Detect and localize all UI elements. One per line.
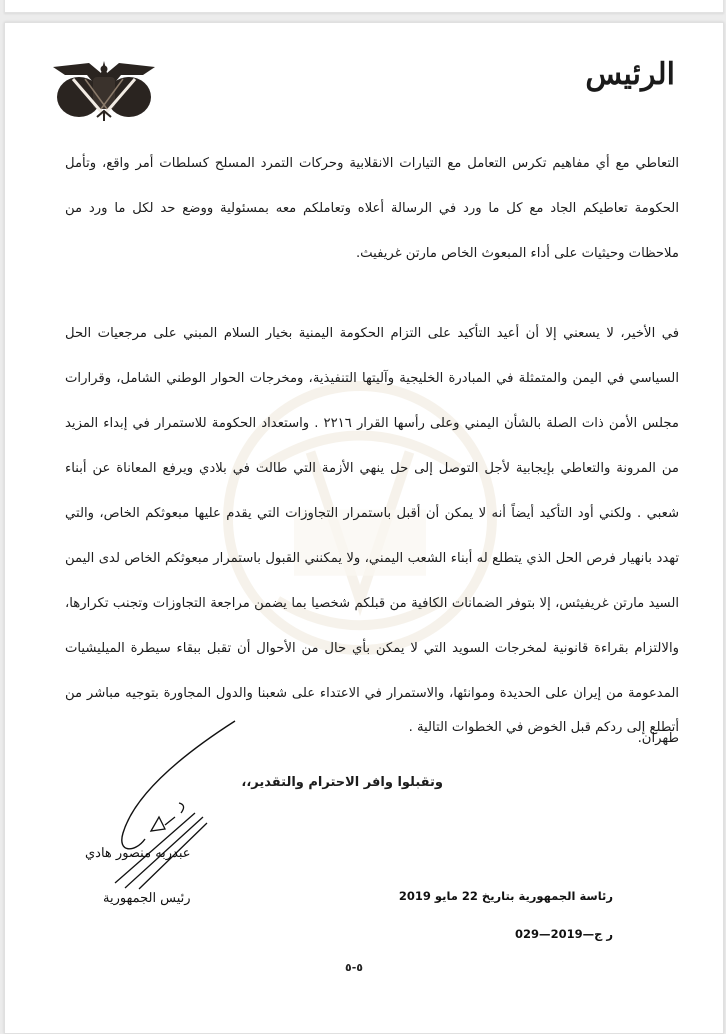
yemen-eagle-emblem-icon	[49, 57, 159, 123]
signer-title: رئيس الجمهورية	[103, 891, 191, 906]
signer-name: عبدربه منصور هادي	[85, 846, 191, 861]
letter-page	[4, 22, 724, 1034]
reference-date: رئاسة الجمهورية بتاريخ 22 مايو 2019	[398, 889, 613, 903]
regards-line: وتقبلوا وافر الاحترام والتقدير،،	[241, 775, 443, 790]
reference-number: 029—ر ج—2019	[515, 927, 613, 941]
president-letterhead-title: الرئيس	[585, 57, 675, 92]
page-number: ٥-٥	[345, 961, 364, 974]
closing-line: أتطلع إلى ردكم قبل الخوض في الخطوات التالية .	[408, 720, 679, 735]
body-paragraph: التعاطي مع أي مفاهيم تكرس التعامل مع التيارات الانقلابية وحركات التمرد المسلح كسلطات أمر واقع، وتأمل الحكومة تعاطيكم الجاد مع كل ما ورد في الرسالة أعلاه وتعاملكم معه بمسئولية ووضع حد لكل ما ورد من ملاحظات وحيثيات على أداء المبعوث الخاص مارتن غريفيث.	[65, 156, 679, 261]
body-paragraph: في الأخير، لا يسعني إلا أن أعيد التأكيد على التزام الحكومة اليمنية بخيار السلام المبني على مرجعيات الحل السياسي في اليمن والمتمثلة في المبادرة الخليجية وآليتها التنفيذية، ومخرجات الحوار الوطني الشامل، وقرارات مجلس الأمن ذات الصلة بالشأن اليمني وعلى رأسها القرار ٢٢١٦ . واستعداد الحكومة للاستمرار في إبداء المزيد من المرونة والتعاطي بإيجابية لأجل التوصل إلى حل ينهي الأزمة التي طالت في بلادي ويرفع المعاناة عن أبناء شعبي . ولكني أود التأكيد أيضاً أنه لا يمكن أن أقبل باستمرار التجاوزات التي يقدم عليها مبعوثكم الخاص، والتي تهدد بانهيار فرص الحل الذي يتطلع له أبناء الشعب اليمني، ولا يمكنني القبول باستمرار مبعوثكم الخاص لدى اليمن السيد مارتن غريفيثس، إلا بتوفر الضمانات الكافية من قبلكم شخصيا بما يضمن مراجعة التجاوزات وتجنب تكرارها، والالتزام بقراءة قانونية لمخرجات السويد التي لا يمكن بأي حال من الأحوال أن تقبل ببقاء سيطرة الميليشيات المدعومة من إيران على الحديدة وموانئها، والاستمرار في الاعتداء على شعبنا والدول المجاورة بتوجيه مباشر من طهران.	[65, 326, 679, 746]
handwritten-signature-icon	[95, 713, 245, 913]
previous-page-edge	[4, 0, 724, 13]
